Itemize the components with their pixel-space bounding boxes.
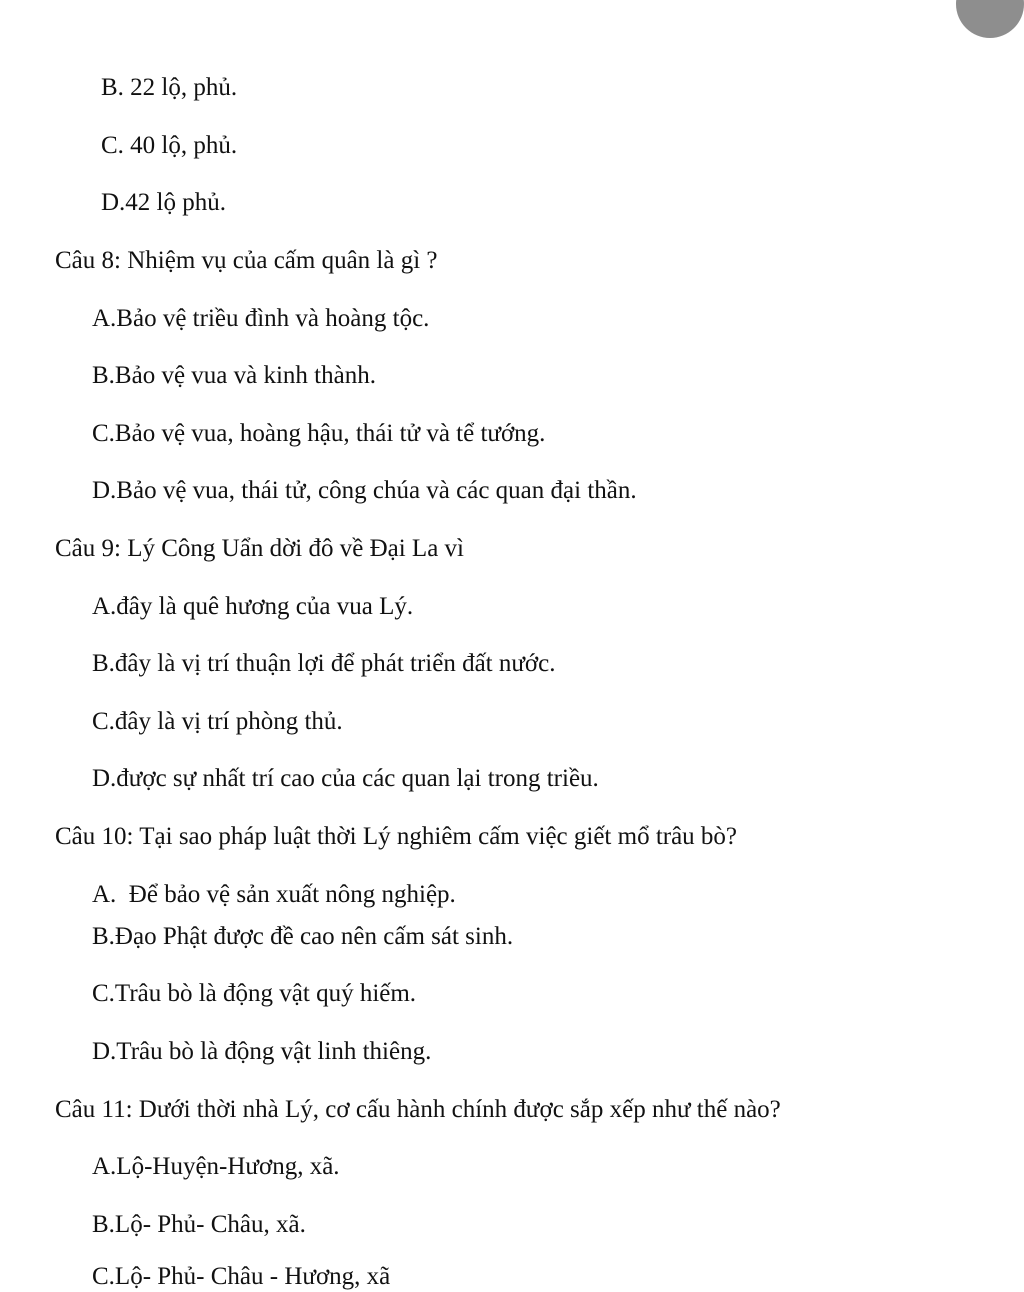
q9-option-c: C.đây là vị trí phòng thủ.: [92, 708, 343, 735]
q8-prompt: Câu 8: Nhiệm vụ của cấm quân là gì ?: [55, 247, 438, 274]
q11-prompt: Câu 11: Dưới thời nhà Lý, cơ cấu hành chính được sắp xếp như thế nào?: [55, 1096, 781, 1123]
q11-option-b: B.Lộ- Phủ- Châu, xã.: [92, 1211, 306, 1238]
q10-option-b: B.Đạo Phật được đề cao nên cấm sát sinh.: [92, 923, 514, 950]
q8-option-c: C.Bảo vệ vua, hoàng hậu, thái tử và tể tướng.: [92, 420, 546, 447]
q7-option-c: C. 40 lộ, phủ.: [101, 132, 238, 159]
q11-option-c-partial: C.Lộ- Phủ- Châu - Hương, xã: [92, 1263, 391, 1290]
q7-option-b: B. 22 lộ, phủ.: [101, 74, 238, 101]
q9-option-d: D.được sự nhất trí cao của các quan lại trong triều.: [92, 765, 599, 792]
q9-option-a: A.đây là quê hương của vua Lý.: [92, 593, 414, 620]
q7-option-d: D.42 lộ phủ.: [101, 189, 226, 216]
q8-option-d: D.Bảo vệ vua, thái tử, công chúa và các quan đại thần.: [92, 477, 637, 504]
q11-option-a: A.Lộ-Huyện-Hương, xã.: [92, 1153, 340, 1180]
q10-prompt: Câu 10: Tại sao pháp luật thời Lý nghiêm cấm việc giết mổ trâu bò?: [55, 823, 738, 850]
corner-circle: [956, 0, 1024, 38]
q8-option-a: A.Bảo vệ triều đình và hoàng tộc.: [92, 305, 430, 332]
q10-option-a: A. Để bảo vệ sản xuất nông nghiệp.: [92, 881, 456, 908]
q8-option-b: B.Bảo vệ vua và kinh thành.: [92, 362, 376, 389]
q9-prompt: Câu 9: Lý Công Uẩn dời đô về Đại La vì: [55, 535, 464, 562]
q10-option-c: C.Trâu bò là động vật quý hiếm.: [92, 980, 417, 1007]
q10-option-d: D.Trâu bò là động vật linh thiêng.: [92, 1038, 432, 1065]
q9-option-b: B.đây là vị trí thuận lợi để phát triển đất nước.: [92, 650, 556, 677]
